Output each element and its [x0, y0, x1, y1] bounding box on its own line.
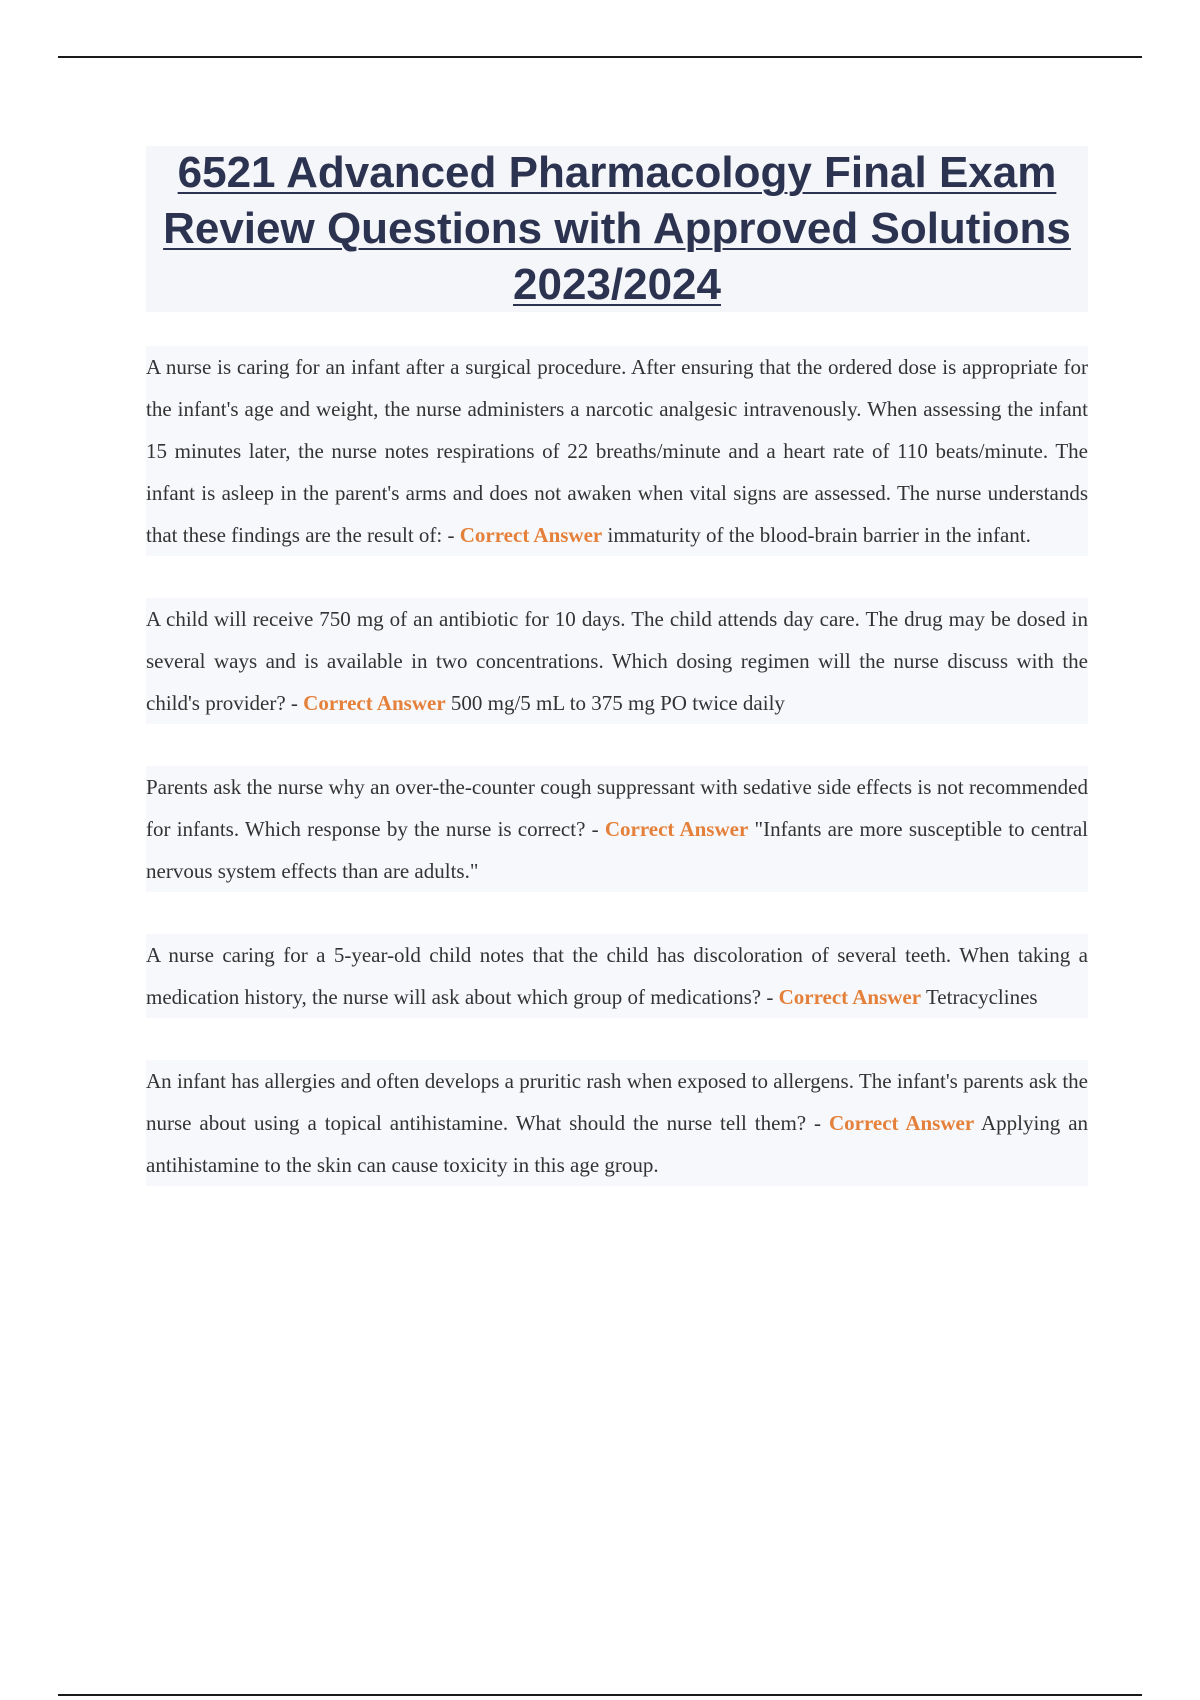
correct-answer-label: Correct Answer: [778, 985, 922, 1009]
top-divider: [58, 56, 1142, 58]
qa-item: [146, 934, 1088, 1018]
answer-text: "Infants are more susceptible to central nervous system effects than are adults.": [146, 817, 1089, 883]
answer-text: immaturity of the blood-brain barrier in the infant.: [607, 523, 1031, 547]
answer-text: Applying an antihistamine to the skin can cause toxicity in this age group.: [146, 1111, 1089, 1177]
answer-text: Tetracyclines: [925, 985, 1038, 1009]
correct-answer-label: Correct Answer: [828, 1111, 975, 1135]
qa-item: [146, 1060, 1088, 1186]
page-title: 6521 Advanced Pharmacology Final Exam Review Questions with Approved Solutions 2023/2024: [163, 148, 1071, 309]
question-text: A nurse is caring for an infant after a surgical procedure. After ensuring that the ordered dose is appropriate for the infant's age and weight, the nurse administers a narcotic analgesic intravenously. When assessing the infant 15 minutes later, the nurse notes respirations of 22 breaths/minute and a heart rate of 110 beats/minute. The infant is asleep in the parent's arms and does not awaken when vital signs are assessed. The nurse understands that these findings are the result of: -: [146, 355, 1088, 547]
qa-item: [146, 346, 1088, 556]
answer-text: 500 mg/5 mL to 375 mg PO twice daily: [450, 691, 785, 715]
question-text: An infant has allergies and often develops a pruritic rash when exposed to allergens. The infant's parents ask the nurse about using a topical antihistamine. What should the nurse tell them? -: [146, 1069, 1088, 1135]
question-text: A nurse caring for a 5-year-old child notes that the child has discoloration of several teeth. When taking a medication history, the nurse will ask about which group of medications? -: [146, 943, 1088, 1009]
question-text: Parents ask the nurse why an over-the-counter cough suppressant with sedative side effects is not recommended for infants. Which response by the nurse is correct? -: [146, 775, 1088, 841]
bottom-divider: [58, 1694, 1142, 1696]
qa-list: [146, 346, 1088, 1228]
qa-item: [146, 766, 1088, 892]
correct-answer-label: Correct Answer: [604, 817, 749, 841]
title-banner: [146, 146, 1088, 312]
correct-answer-label: Correct Answer: [459, 523, 603, 547]
question-text: A child will receive 750 mg of an antibiotic for 10 days. The child attends day care. The drug may be dosed in several ways and is available in two concentrations. Which dosing regimen will the nurse discuss with the child's provider? -: [146, 607, 1088, 715]
qa-item: [146, 598, 1088, 724]
correct-answer-label: Correct Answer: [303, 691, 446, 715]
